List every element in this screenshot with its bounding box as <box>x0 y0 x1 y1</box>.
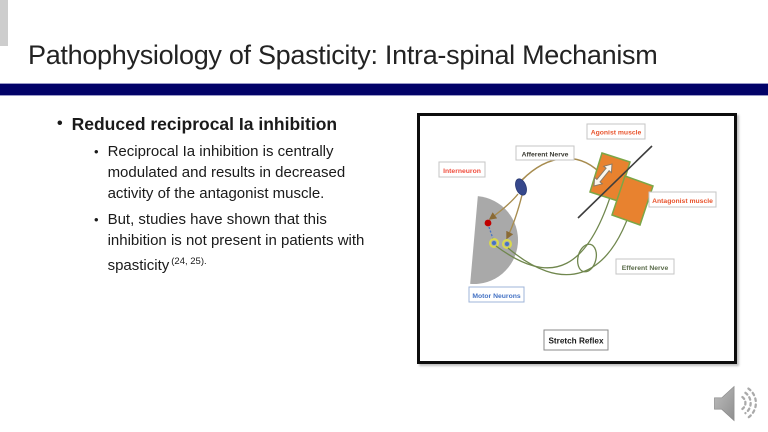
title-accent-bar <box>0 83 768 96</box>
svg-text:Afferent Nerve: Afferent Nerve <box>521 151 569 159</box>
svg-text:Antagonist muscle: Antagonist muscle <box>652 198 713 205</box>
svg-text:Agonist muscle: Agonist muscle <box>590 129 642 137</box>
interneuron-dot <box>485 220 492 227</box>
spinal-gray-matter-shape <box>470 196 522 287</box>
audio-speaker-icon[interactable] <box>702 377 760 429</box>
svg-text:Motor Neurons: Motor Neurons <box>472 293 521 300</box>
speaker-body <box>714 386 734 420</box>
main-bullet-text: Reduced reciprocal Ia inhibition <box>71 114 338 134</box>
bullet-marker: • <box>94 212 99 227</box>
afferent-nerve-label <box>516 146 574 160</box>
svg-text:Stretch Reflex: Stretch Reflex <box>548 336 604 346</box>
stretch-reflex-diagram <box>417 113 737 364</box>
svg-text:Interneuron: Interneuron <box>443 168 481 175</box>
svg-text:Efferent Nerve: Efferent Nerve <box>621 265 669 272</box>
interneuron-label <box>439 162 485 177</box>
stretch-reflex-figure <box>420 116 734 361</box>
sub-bullet-1 <box>94 141 407 204</box>
bullet-marker: • <box>94 144 99 159</box>
antagonist-muscle-label <box>649 192 716 207</box>
stretch-reflex-label <box>544 330 608 350</box>
bullet-list <box>57 112 407 276</box>
motor-neurons-label <box>469 287 524 302</box>
sub-bullet-2 <box>94 209 407 276</box>
citation-superscript: (24, 25). <box>171 256 207 267</box>
sub-bullet-1-text: Reciprocal Ia inhibition is centrally modulated and results in decreased activity of the antagonist muscle. <box>107 143 346 202</box>
motor-neuron-dot-1 <box>492 241 496 245</box>
sound-wave-small <box>742 397 745 409</box>
dorsal-ganglion-ellipse <box>513 177 528 196</box>
motor-neuron-dot-2 <box>505 242 509 246</box>
slide-title: Pathophysiology of Spasticity: Intra-spinal Mechanism <box>28 40 658 70</box>
efferent-nerve-label <box>616 259 674 274</box>
left-edge-strip <box>0 0 8 46</box>
bullet-marker: • <box>57 115 63 132</box>
efferent-nerve-highlight-ellipse <box>575 242 599 274</box>
agonist-muscle-label <box>587 124 645 139</box>
main-bullet <box>57 112 407 136</box>
afferent-nerve-line <box>522 158 603 180</box>
sub-bullet-2-text: But, studies have shown that this inhibition is not present in patients with spasticity $^{(24, 25).}$ <box>107 211 365 274</box>
